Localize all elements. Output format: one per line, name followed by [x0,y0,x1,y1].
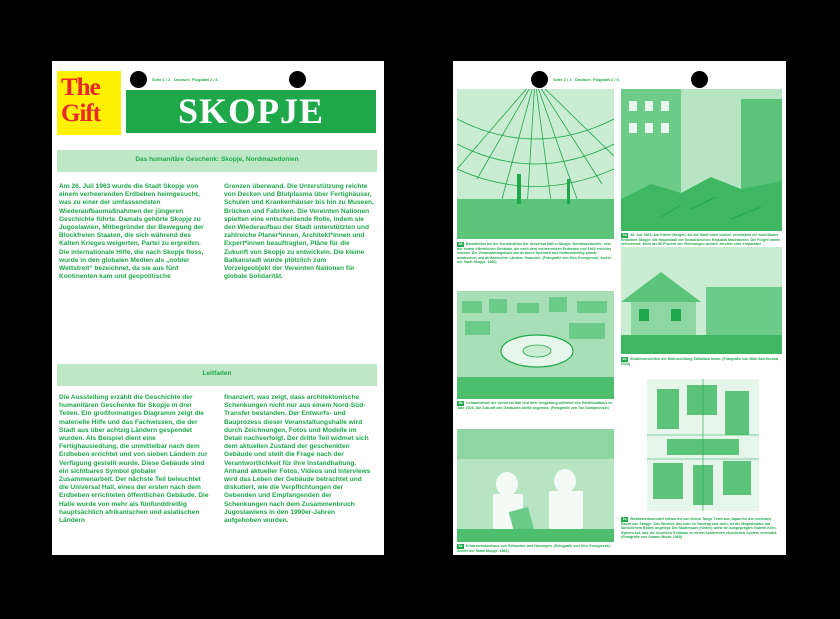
the-gift-logo [57,71,121,135]
caption-number: 3a [458,242,463,246]
caption-number: 3c [458,544,463,548]
page-title: SKOPJE [177,91,325,131]
caption-3c [457,544,614,553]
intro-column-1: Am 26. Juli 1963 wurde die Stadt Skopje von einem verheerenden Erdbeben heimgesucht, was zu einer der umfassendsten Wiederaufbaumaßnahmen der jüngeren Geschichte führte. Damals gehörte Skopje zu Jugoslawien, Mitbegründer der Bewegung der Blockfreien Staaten, die sich während des Kalten Krieges weigerten, Partei zu ergreifen. Die internationale Hilfe, die nach Skopje floss, wurde in den globalen Medien als „nobler Wettstreit“ bezeichnet, da sie aus fünf Kontinenten kam und geopolitische [59,183,204,281]
photo-childrens-hospital [457,429,614,542]
punch-hole [691,71,708,88]
caption-text: Wettbewerbsmodell entworfen von Kenzo Tange Team aus Japan für den zentralen Raum von Skopje: Das Westtor, das man im Vordergrund sieht, ist die Megastruktur auf künstlichem Boden angelegt. Die Stadtmauer (hinten) weist ein ausgeprägtes Galerie-Kern-System auf, das die einzelnen Gebäude zu einem kohärenten räumlichen System verbindet. (Fotografie von Osamu Murai, 1965) [621,517,778,540]
flyer-page-2 [453,61,786,555]
caption-3b [457,401,614,410]
page-number: Seite 2 / 2 [553,77,572,82]
caption-number: 2c [622,357,627,361]
photo-taftalidza-houses [621,247,782,354]
logo-line-1: The [61,74,100,101]
photo-kenzo-tange-model [647,379,759,511]
logo-line-2: Gift [61,100,101,127]
caption-3a [457,242,614,265]
title-bar [126,90,376,133]
caption-number: 1c [622,517,627,521]
caption-number: 3b [458,401,463,405]
photo-aerial-universal-hall [457,291,614,399]
guide-heading-band [57,364,377,386]
page-number: Seite 1 / 2 [152,77,171,82]
caption-number: 1b [622,233,627,237]
section-heading-band [57,150,377,172]
photo-earthquake-ruins [621,89,782,231]
sheet-number: Flugblatt 2 / 6 [192,77,218,82]
caption-text: Bauarbeiter bei der Konstruktion der Universal Hall in Skopje, Nordmazedonien, eine der ersten öffentlichen Gebäude, die nach dem verheerenden Erdbeben von 1963 errichtet wurden. Die Veranstaltungshalle wurde durch Spenden aus fünfunddreißig primär asiatischen und afrikanischen Ländern finanziert. (Fotografie von Kiro Georgievski, Archiv der Stadt Skopje, 1966) [457,242,612,265]
caption-text: Luftaufnahme der Universal Hall und ihrer Umgebung während des Wiederaufbaus im Jahr 2023. Die Zukunft des Gebäudes bleibt ungewiss. (Fotografie von Tox Domjanovski) [457,401,613,410]
punch-hole [289,71,306,88]
caption-text: Kinderkrankenhaus von Schweden und Norwegen. (Fotografie von Kiro Georgievski, Archiv der Stadt Skopje, 1964) [457,544,611,553]
caption-text: 26. Juli 1963: Am frühen Morgen, als die Stadt noch schlief, verwüstete ein furchtbares Erdbeben Skopje, die Hauptstadt der Sozialistischen Republik Mazedonien. Die Folgen waren verheerend: Mehr als 80 Prozent der Wohnungen wurden zerstört oder irreparabel [621,233,781,247]
language-label: Deutsch [575,77,591,82]
caption-2c [621,357,782,366]
guide-column-2: finanziert, was zeigt, dass architektonische Schenkungen nicht nur aus einem Nord-Süd-Transfer bestanden. Der Entwurfs- und Bauprozess dieser Veranstaltungshalle wird durch Zeichnungen, Fotos und Modelle im Detail nachverfolgt. Der dritte Teil widmet sich dem aktuellen Zustand der geschenkten Gebäude und stellt die Frage nach der Verantwortlichkeit für ihre Instandhaltung. Anhand aktueller Fotos, Videos und Interviews wird das Leben der Gebäude betrachtet und diskutiert, wie die Verpflichtungen der Gebenden und Empfangenden der Schenkungen nach dem Zusammenbruch Jugoslawiens in den 1990er-Jahren aufgehoben wurden. [224,394,371,525]
guide-heading: Leitfaden [202,370,232,377]
language-label: Deutsch [174,77,190,82]
punch-hole [130,71,147,88]
flyer-page-1 [52,61,384,555]
punch-hole [531,71,548,88]
caption-text: Straßenansichten der Wohnsiedlung Taftalidza heute. (Fotografie von Mila Gavrilovska, 2023) [621,357,779,366]
sheet-number: Flugblatt 2 / 6 [593,77,619,82]
caption-1c [621,517,782,540]
photo-universal-hall-construction [457,89,614,239]
intro-column-2: Grenzen überwand. Die Unterstützung reichte von Decken und Blutplasma über Fertighäuser, Schulen und Krankenhäuser bis hin zu Museen, Brücken und Fabriken. Die Vereinten Nationen spielten eine entscheidende Rolle, indem sie den Wiederaufbau der Stadt unterstützten und zahlreiche Planer*innen, Architekt*innen und Expert*innen beauftragten, Pläne für die Zukunft von Skopje zu entwickeln. Die kleine Balkanstadt wurde plötzlich zum Vorzeigeobjekt der Vereinten Nationen für globale Solidarität. [224,183,374,281]
guide-column-1: Die Ausstellung erzählt die Geschichte der humanitären Geschenke für Skopje in drei Teilen. Ein großformatiges Diagramm zeigt die materielle Hilfe und das Fachwissen, die der Stadt aus über achtzig Ländern gespendet wurden. Als Beispiel dient eine Fertighausiedlung, die unmittelbar nach dem Erdbeben errichtet und von sieben Ländern zur Verfügung gestellt wurde. Diese Gebäude sind ein sichtbares Symbol globaler Zusammenarbeit. Der nächste Teil beleuchtet die Universal Hall, eines der ersten nach dem Erdbeben errichteten öffentlichen Gebäude. Die Halle wurde von mehr als fünfunddreißig hauptsächlich afrikanischen und asiatischen Ländern [59,394,209,525]
section-heading: Das humanitäre Geschenk: Skopje, Nordmazedonien [135,156,299,163]
